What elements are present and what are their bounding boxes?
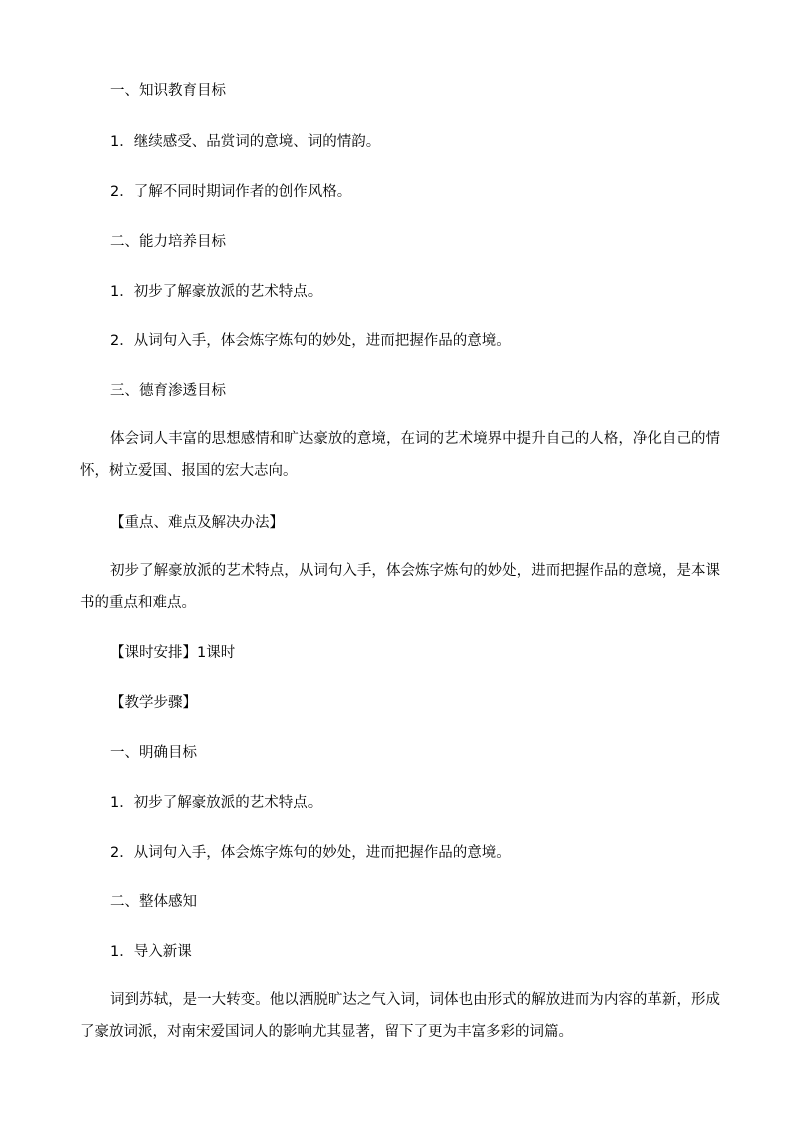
paragraph-key-points: 初步了解豪放派的艺术特点，从词句入手，体会炼字炼句的妙处，进而把握作品的意境，是本课书的重点和难点。 (80, 563, 720, 611)
section-heading-teaching-steps: 【教学步骤】 (110, 695, 197, 711)
paragraph-introduction: 词到苏轼，是一大转变。他以洒脱旷达之气入词，词体也由形式的解放进而为内容的革新，形成了豪放词派，对南宋爱国词人的影响尤其显著，留下了更为丰富多彩的词篇。 (80, 992, 720, 1040)
list-item: 1．继续感受、品赏词的意境、词的情韵。 (110, 134, 381, 150)
list-item: 2．了解不同时期词作者的创作风格。 (110, 184, 352, 200)
list-item: 2．从词句入手，体会炼字炼句的妙处，进而把握作品的意境。 (110, 333, 511, 349)
list-item: 1．初步了解豪放派的艺术特点。 (110, 284, 323, 300)
section-heading-knowledge-goals: 一、知识教育目标 (110, 83, 226, 99)
section-heading-clear-goals: 一、明确目标 (110, 745, 197, 761)
section-heading-moral-goals: 三、德育渗透目标 (110, 383, 226, 399)
section-heading-schedule: 【课时安排】1课时 (110, 645, 236, 661)
list-item: 2．从词句入手，体会炼字炼句的妙处，进而把握作品的意境。 (110, 845, 511, 861)
section-heading-ability-goals: 二、能力培养目标 (110, 234, 226, 250)
paragraph-moral-goals: 体会词人丰富的思想感情和旷达豪放的意境，在词的艺术境界中提升自己的人格，净化自己的情怀，树立爱国、报国的宏大志向。 (80, 431, 720, 479)
list-item: 1．初步了解豪放派的艺术特点。 (110, 795, 323, 811)
section-heading-overall-perception: 二、整体感知 (110, 894, 197, 910)
section-heading-key-points: 【重点、难点及解决办法】 (110, 515, 284, 531)
list-item: 1．导入新课 (110, 944, 192, 960)
